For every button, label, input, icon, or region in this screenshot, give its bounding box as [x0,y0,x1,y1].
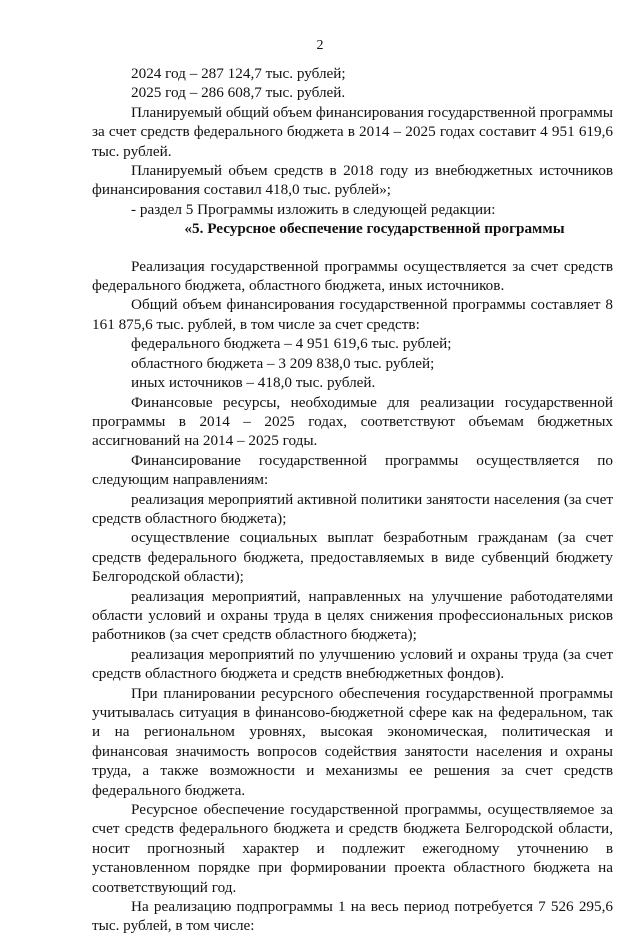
year-line-2025: 2025 год – 286 608,7 тыс. рублей. [131,84,346,102]
amendment-instruction: - раздел 5 Программы изложить в следующей редакции: [131,200,496,218]
spacer [92,239,613,257]
document-body [92,64,613,936]
direction-item-4: реализация мероприятий по улучшению условий и охраны труда (за счет средств областного бюджета и средств внебюджетных фондов). [92,645,613,683]
page-number: 2 [316,38,324,53]
paragraph-financial-resources: Финансовые ресурсы, необходимые для реализации государственной программы в 2014 – 2025 годах, соответствуют объемам бюджетных ассигнований на 2014 – 2025 годы. [92,393,613,450]
direction-item-1: реализация мероприятий активной политики занятости населения (за счет средств областного бюджета); [92,490,613,527]
year-line-2024: 2024 год – 287 124,7 тыс. рублей; [131,65,346,82]
funding-source-federal: федерального бюджета – 4 951 619,6 тыс. рублей; [131,335,452,353]
paragraph-federal-total: Планируемый общий объем финансирования государственной программы за счет средств федерального бюджета в 2014 – 2025 годах составит 4 951 619,6 тыс. рублей. [92,103,613,160]
paragraph-realization: Реализация государственной программы осуществляется за счет средств федерального бюджета, областного бюджета, иных источников. [92,257,613,295]
direction-item-3: реализация мероприятий, направленных на улучшение работодателями области условий и охраны труда в целях снижения профессиональных рисков работников (за счет средств областного бюджета); [92,587,613,644]
paragraph-offbudget-2018: Планируемый объем средств в 2018 году из внебюджетных источников финансирования составил 418,0 тыс. рублей»; [92,162,613,199]
paragraph-subprogram: На реализацию подпрограммы 1 на весь период потребуется 7 526 295,6 тыс. рублей, в том числе: [92,898,613,935]
funding-source-regional: областного бюджета – 3 209 838,0 тыс. рублей; [131,354,435,372]
paragraph-planning: При планировании ресурсного обеспечения государственной программы учитывалась ситуация в финансово-бюджетной сфере как на федеральном, так и на региональном уровнях, высокая экономическая, политическая и финансовая значимость вопросов содействия занятости населения и охраны труда, а также возможности и механизмы ее решения за счет средств федерального бюджета. [92,684,613,799]
paragraph-total-volume: Общий объем финансирования государственной программы составляет 8 161 875,6 тыс. рублей, в том числе за счет средств: [92,296,613,333]
paragraph-forecast: Ресурсное обеспечение государственной программы, осуществляемое за счет средств федерального бюджета и средств бюджета Белгородской области, носит прогнозный характер и подлежит ежегодному уточнению в установленном порядке при формировании проекта областного бюджета на соответствующий год. [92,801,613,896]
section-heading: «5. Ресурсное обеспечение государственной программы [184,220,565,238]
funding-source-other: иных источников – 418,0 тыс. рублей. [131,374,376,392]
paragraph-directions: Финансирование государственной программы осуществляется по следующим направлениям: [92,451,613,489]
direction-item-2: осуществление социальных выплат безработным гражданам (за счет средств федерального бюджета, предоставляемых в виде субвенций бюджету Белгородской области); [92,529,613,586]
